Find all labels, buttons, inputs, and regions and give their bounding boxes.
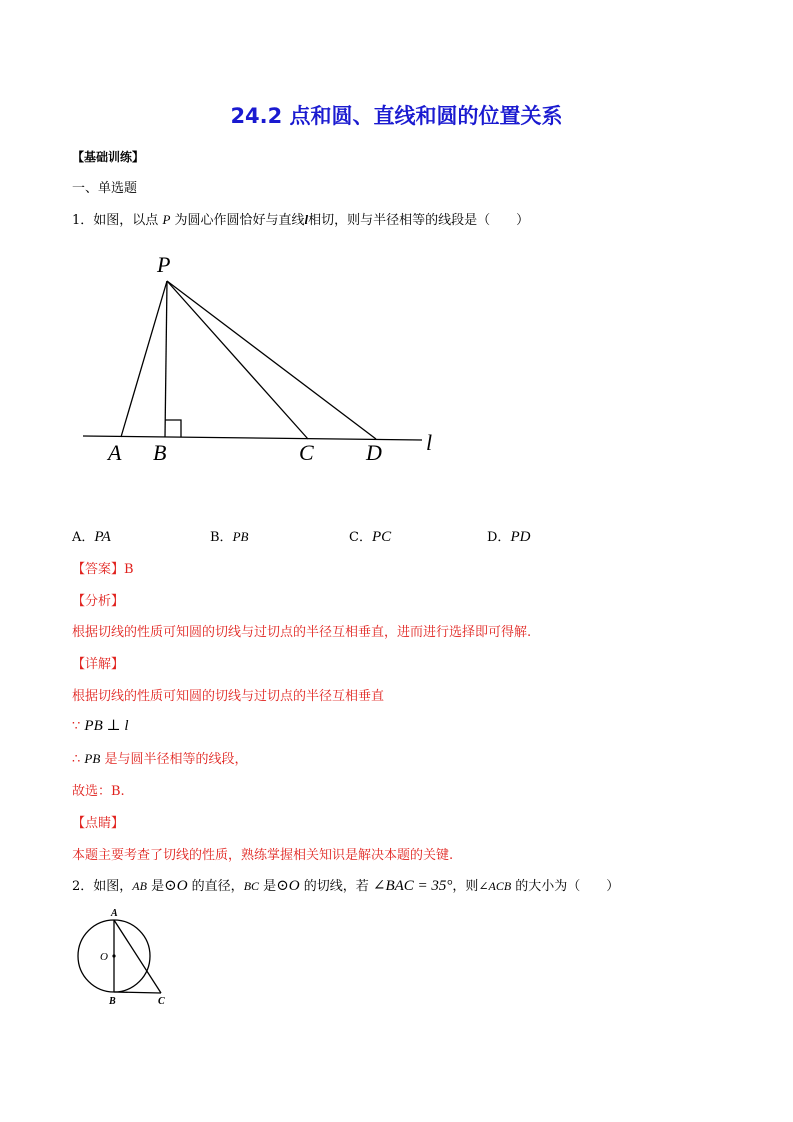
- label-a: A: [108, 440, 122, 465]
- detail-line-4: 故选：B.: [72, 784, 125, 799]
- label-a: A: [111, 908, 118, 919]
- circle-o: ⊙O: [276, 878, 300, 894]
- stem-text: 为圆心作圆恰好与直线: [174, 213, 305, 228]
- option-b[interactable]: [210, 526, 248, 545]
- therefore-symbol: ∴: [72, 752, 81, 767]
- label-p: P: [157, 252, 171, 277]
- circle-o: ⊙O: [164, 878, 188, 894]
- label-c: C: [299, 440, 314, 465]
- segment-ac: [114, 920, 161, 993]
- stem-text: 是: [151, 879, 165, 894]
- option-value: PA: [94, 529, 111, 545]
- detail-line-2: [72, 716, 129, 735]
- option-value: PB: [232, 529, 249, 544]
- perpendicular-expression: PB ⊥ l: [84, 718, 129, 734]
- option-value: PD: [510, 529, 531, 545]
- option-label: A．: [72, 530, 95, 545]
- var-p: P: [162, 212, 171, 227]
- answer-value: B: [124, 562, 134, 577]
- stem-text: 的切线，若: [303, 879, 369, 894]
- stem-text: ，则: [452, 879, 479, 894]
- option-label: B．: [210, 530, 233, 545]
- stem-text: 如图，以点: [93, 213, 159, 228]
- section-single-choice: 一、单选题: [72, 181, 138, 196]
- section-basic-training: 【基础训练】: [72, 150, 145, 164]
- stem-text: 的大小为（ ）: [515, 879, 620, 894]
- question-number: 1．: [72, 213, 94, 228]
- stem-text: 如图，: [93, 879, 133, 894]
- label-b: B: [109, 996, 116, 1007]
- analysis-tag: 【分析】: [72, 594, 125, 609]
- angle-bac: ∠BAC = 35°: [372, 878, 453, 894]
- question-2-stem: [72, 875, 619, 895]
- option-value: PC: [371, 529, 392, 545]
- var-ab: AB: [132, 879, 147, 893]
- segment-pc: [167, 281, 308, 439]
- comment-tag: 【点睛】: [72, 816, 125, 831]
- segment-pb-ref: PB: [84, 751, 101, 766]
- option-d[interactable]: [487, 526, 530, 546]
- var-l: l: [304, 212, 309, 227]
- tangent-bc: [114, 992, 161, 993]
- answer: [72, 558, 134, 577]
- figure-2-circle-tangent: [60, 898, 180, 1008]
- segment-pd: [167, 281, 376, 439]
- detail-line-1: 根据切线的性质可知圆的切线与过切点的半径互相垂直: [72, 689, 385, 704]
- option-c[interactable]: [349, 526, 391, 546]
- detail-text: 是与圆半径相等的线段，: [104, 752, 248, 767]
- segment-pb: [165, 281, 167, 437]
- comment-text: 本题主要考查了切线的性质，熟练掌握相关知识是解决本题的关键.: [72, 848, 454, 863]
- stem-text: 相切，则与半径相等的线段是（ ）: [308, 213, 530, 228]
- label-d: D: [366, 440, 382, 465]
- detail-tag: 【详解】: [72, 657, 125, 672]
- analysis-text: 根据切线的性质可知圆的切线与过切点的半径互相垂直，进而进行选择即可得解.: [72, 625, 532, 640]
- label-c: C: [158, 996, 165, 1007]
- page-title: 24.2 点和圆、直线和圆的位置关系: [230, 104, 563, 128]
- center-dot: [112, 954, 115, 957]
- question-number: 2．: [72, 879, 94, 894]
- stem-text: 是: [263, 879, 277, 894]
- right-angle-mark: [165, 420, 181, 437]
- var-bc: BC: [243, 879, 260, 893]
- detail-line-3: [72, 748, 247, 767]
- figure-1-tangent-line: [70, 245, 450, 475]
- question-1-stem: [72, 209, 529, 228]
- label-o: O: [100, 951, 108, 963]
- angle-acb: ∠ACB: [478, 879, 512, 893]
- because-symbol: ∵: [72, 719, 81, 734]
- label-b: B: [153, 440, 167, 465]
- label-l: l: [426, 430, 433, 455]
- answer-tag: 【答案】: [72, 562, 125, 577]
- option-label: D．: [487, 530, 511, 545]
- option-label: C．: [349, 530, 372, 545]
- segment-pa: [121, 281, 167, 437]
- stem-text: 的直径，: [191, 879, 244, 894]
- option-a[interactable]: [72, 526, 111, 546]
